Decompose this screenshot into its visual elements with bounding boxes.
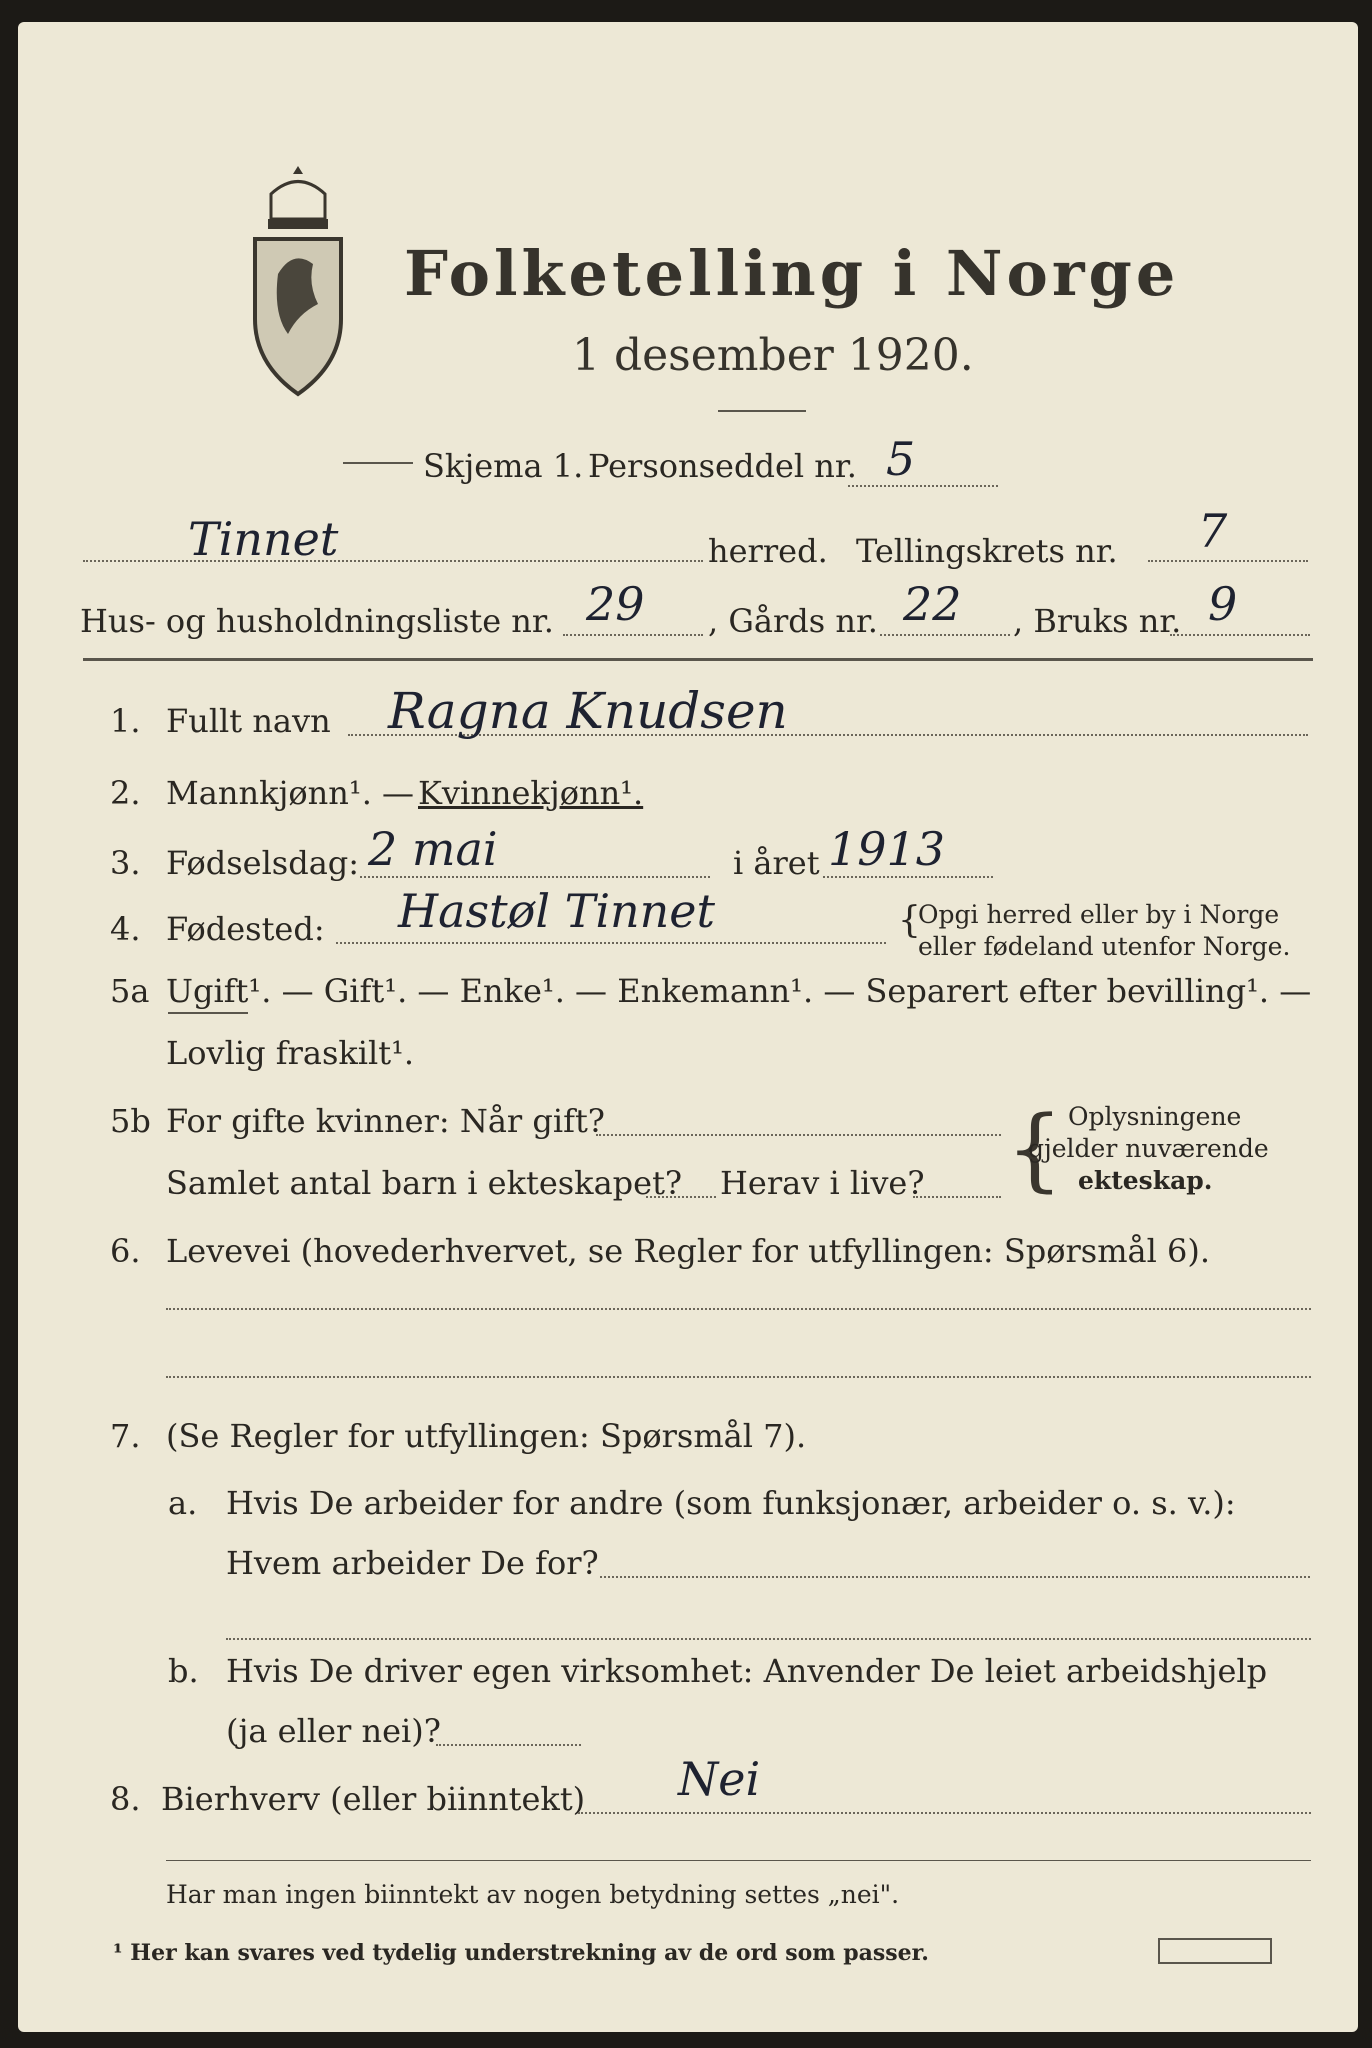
census-form: Folketelling i Norge 1 desember 1920. Skjema 1. Personseddel nr. 5 Tinnet herred. Tellingskrets nr. 7 Hus- og husholdningsliste nr. 29 , Gårds nr. 22 , Bruks nr. 9 1. Fullt navn Ragna Knudsen 2. Mannkjønn¹. — Kvinnekjønn¹. 3. Fødselsdag: 2 mai i året 1913 4. Fødested: Hastøl Tinnet { Opgi herred eller by i Norge eller fødeland utenfor Norge. 5a Ugift¹. — Gift¹. — Enke¹. — Enkemann¹. — Separert efter bevilling¹. — Lovlig fraskilt¹. 5b For gifte kvinner: Når gift? Samlet antal barn i ekteskapet? Herav i live? { Oplysningene gjelder nuværende ekteskap. 6. Levevei (hovederhvervet, se Regler for utfyllingen: Spørsmål 6). 7. (Se Regler for utfyllingen: Spørsmål 7). a. Hvis De arbeider for andre (som funksjonær, arbeider o. s. v.): Hvem arbeider De for? b. Hvis De driver egen virksomhet: Anvender De leiet arbeidshjelp (ja eller nei)? 8. Bierhverv (eller biinntekt) Nei Har man ingen biinntekt av nogen betydning settes „nei". ¹ Her kan svares ved tydelig understrekning av de ord som passer. xyxy=(18,22,1358,2032)
q5a-number: 5a xyxy=(110,972,150,1010)
employer-label: Hvem arbeider De for? xyxy=(226,1544,599,1582)
bruks-value: 9 xyxy=(1208,577,1238,631)
q1-number: 1. xyxy=(110,702,141,740)
side-income-value: Nei xyxy=(678,1752,761,1806)
q7a-line1: Hvis De arbeider for andre (som funksjonær, arbeider o. s. v.): xyxy=(226,1484,1236,1522)
birthdate-value: 2 mai xyxy=(368,822,498,876)
gards-value: 22 xyxy=(903,577,962,631)
marriage-note-1: Oplysningene xyxy=(1068,1102,1242,1131)
hus-value: 29 xyxy=(586,577,645,631)
full-name-label: Fullt navn xyxy=(166,702,331,740)
birthdate-label: Fødselsdag: xyxy=(166,844,360,882)
skjema-label: Skjema 1. xyxy=(423,447,584,485)
occupation-label: Levevei (hovederhvervet, se Regler for utfyllingen: Spørsmål 6). xyxy=(166,1232,1211,1270)
printer-stamp xyxy=(1158,1938,1272,1964)
q7-label: (Se Regler for utfyllingen: Spørsmål 7). xyxy=(166,1417,807,1455)
q7b-line1: Hvis De driver egen virksomhet: Anvender De leiet arbeidshjelp xyxy=(226,1652,1268,1690)
birth-year-value: 1913 xyxy=(828,822,946,876)
page-title: Folketelling i Norge xyxy=(404,237,1180,310)
full-name-value: Ragna Knudsen xyxy=(388,682,788,740)
q4-number: 4. xyxy=(110,910,141,948)
q7b-number: b. xyxy=(168,1652,199,1690)
tellingskrets-value: 7 xyxy=(1198,504,1228,558)
children-alive-label: Herav i live? xyxy=(720,1164,925,1202)
marital-status-options: Ugift¹. — Gift¹. — Enke¹. — Enkemann¹. — Separert efter bevilling¹. — xyxy=(166,972,1312,1010)
birthplace-note-2: eller fødeland utenfor Norge. xyxy=(918,932,1291,961)
birthplace-label: Fødested: xyxy=(166,910,325,948)
hired-help-label: (ja eller nei)? xyxy=(226,1712,441,1750)
personseddel-value: 5 xyxy=(886,432,916,486)
birthplace-note-1: Opgi herred eller by i Norge xyxy=(918,900,1280,929)
q2-number: 2. xyxy=(110,774,141,812)
q6-number: 6. xyxy=(110,1232,141,1270)
marriage-note-2: gjelder nuværende xyxy=(1028,1134,1269,1163)
q8-number: 8. xyxy=(110,1780,141,1818)
q7a-number: a. xyxy=(168,1484,198,1522)
bruks-label: , Bruks nr. xyxy=(1013,602,1182,640)
female-option: Kvinnekjønn¹. xyxy=(418,774,644,812)
children-count-label: Samlet antal barn i ekteskapet? xyxy=(166,1164,683,1202)
side-income-note: Har man ingen biinntekt av nogen betydning settes „nei". xyxy=(166,1880,900,1909)
hus-label: Hus- og husholdningsliste nr. xyxy=(80,602,554,640)
q5b-number: 5b xyxy=(110,1102,151,1140)
q7-number: 7. xyxy=(110,1417,141,1455)
male-option: Mannkjønn¹. — xyxy=(166,774,415,812)
personseddel-label: Personseddel nr. xyxy=(588,447,857,485)
herred-label: herred. xyxy=(708,532,828,570)
census-date: 1 desember 1920. xyxy=(572,330,974,381)
divorced-option: Lovlig fraskilt¹. xyxy=(166,1034,415,1072)
q3-number: 3. xyxy=(110,844,141,882)
coat-of-arms-icon xyxy=(243,164,353,404)
birthplace-value: Hastøl Tinnet xyxy=(398,884,716,938)
tellingskrets-label: Tellingskrets nr. xyxy=(856,532,1118,570)
side-income-label: Bierhverv (eller biinntekt) xyxy=(161,1780,586,1818)
married-when-label: For gifte kvinner: Når gift? xyxy=(166,1102,605,1140)
year-label: i året xyxy=(733,844,820,882)
gards-label: , Gårds nr. xyxy=(708,602,878,640)
marriage-note-3: ekteskap. xyxy=(1078,1166,1213,1195)
footnote: ¹ Her kan svares ved tydelig understrekning av de ord som passer. xyxy=(113,1940,929,1966)
herred-value: Tinnet xyxy=(188,512,339,566)
